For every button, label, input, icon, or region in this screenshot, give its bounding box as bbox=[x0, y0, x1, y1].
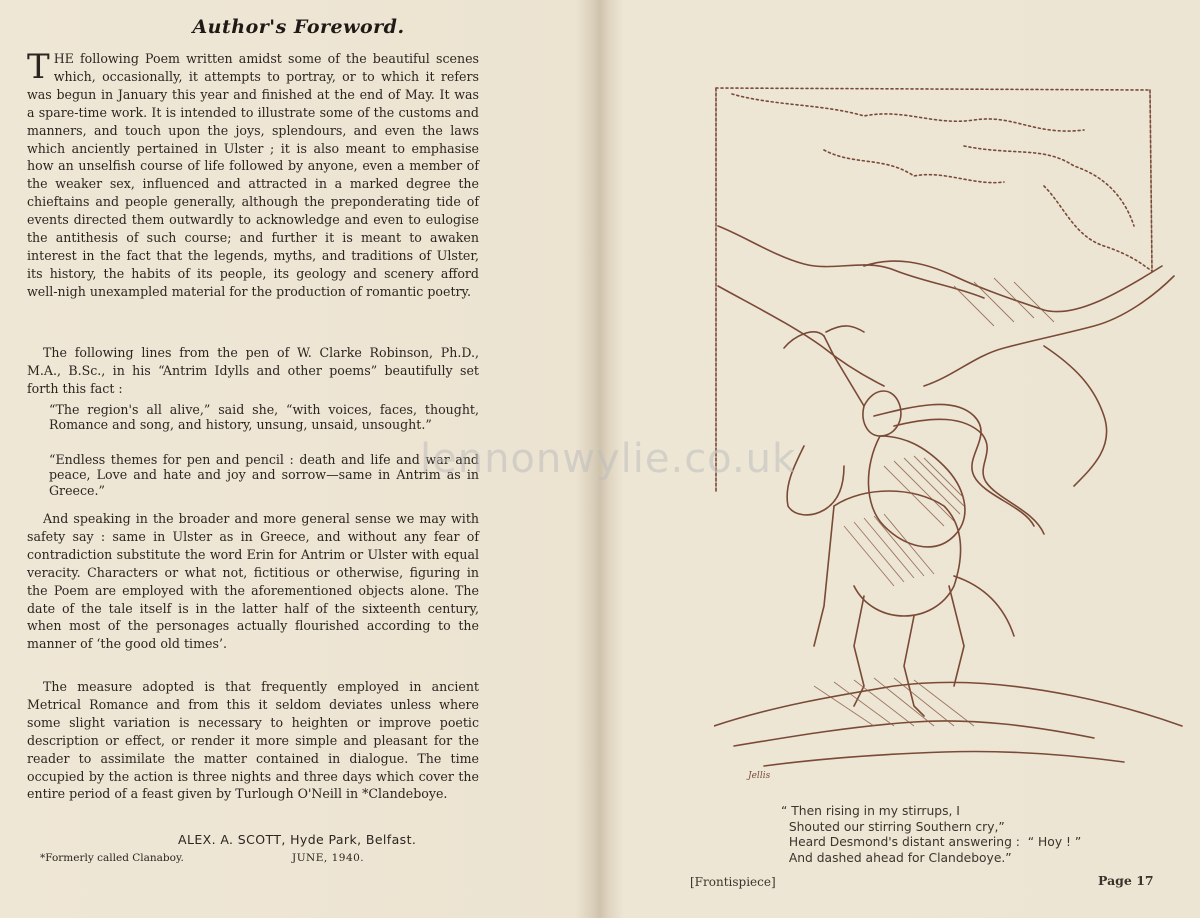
page-number: Page 17 bbox=[1098, 873, 1154, 888]
frontispiece-label: [Frontispiece] bbox=[690, 875, 776, 889]
illustration-caption: “ Then rising in my stirrups, I Shouted our stirring Southern cry,” Heard Desmond's distant answering : “ Hoy ! ” And dashed ahead for Clandeboye.” bbox=[781, 804, 1082, 865]
foreword-paragraph-2: The following lines from the pen of W. Clarke Robinson, Ph.D., M.A., B.Sc., in his “Antrim Idylls and other poems” beautifully set forth this fact : bbox=[27, 345, 479, 396]
foreword-paragraph-3: And speaking in the broader and more general sense we may with safety say : same in Ulster as in Greece, and without any fear of contradiction substitute the word Erin for Antrim or Ulster with equal veracity. Characters or what not, fictitious or otherwise, figuring in the Poem are employed with the aforementioned objects alone. The date of the tale itself is in the latter half of the sixteenth century, when most of the personages actually flourished according to the manner of ‘the good old times’. bbox=[27, 511, 479, 652]
watermark: lennonwylie.co.uk bbox=[420, 436, 797, 482]
foreword-quote-1: “The region's all alive,” said she, “with voices, faces, thought, Romance and song, and history, unsung, unsaid, unsought.” bbox=[49, 402, 479, 433]
foreword-paragraph-4: The measure adopted is that frequently employed in ancient Metrical Romance and from this it seldom deviates unless where some slight variation is necessary to heighten or improve poetic description or effect, or render it more simple and pleasant for the reader to assimilate the matter contained in dialogue. The time occupied by the action is three nights and three days which cover the entire period of a feast given by Turlough O'Neill in *Clandeboye. bbox=[27, 679, 479, 802]
paragraph-1-text: HE following Poem written amidst some of the beautiful scenes which, occasionally, it attempts to portray, or to which it refers was begun in January this year and finished at the end of May. It was a spare-time work. It is intended to illustrate some of the customs and manners, and touch upon the joys, splendours, and even the laws which anciently pertained in Ulster ; it is also meant to emphasise how an unselfish course of life followed by anyone, even a member of the weaker sex, influenced and attracted in a marked degree the chieftains and people generally, although the preponderating tide of events directed them outwardly to acknowledge and even to eulogise the antithesis of such course; and further it is meant to awaken interest in the fact that the legends, myths, and traditions of Ulster, its history, the habits of its people, its geology and scenery afford well-nigh unexampled material for the production of romantic poetry. bbox=[27, 51, 479, 299]
artist-signature: Jellis bbox=[748, 771, 771, 781]
drop-cap: T bbox=[27, 47, 50, 87]
author-signature: ALEX. A. SCOTT, Hyde Park, Belfast. bbox=[178, 832, 417, 847]
foreword-paragraph-1 bbox=[27, 47, 479, 301]
foreword-date: JUNE, 1940. bbox=[292, 852, 365, 864]
footnote: *Formerly called Clanaboy. bbox=[40, 852, 184, 864]
foreword-quote-2: “Endless themes for pen and pencil : death and life and war and peace, Love and hate and joy and sorrow—same in Antrim as in Greece.” bbox=[49, 452, 479, 498]
foreword-title: Author's Foreword. bbox=[192, 16, 405, 38]
